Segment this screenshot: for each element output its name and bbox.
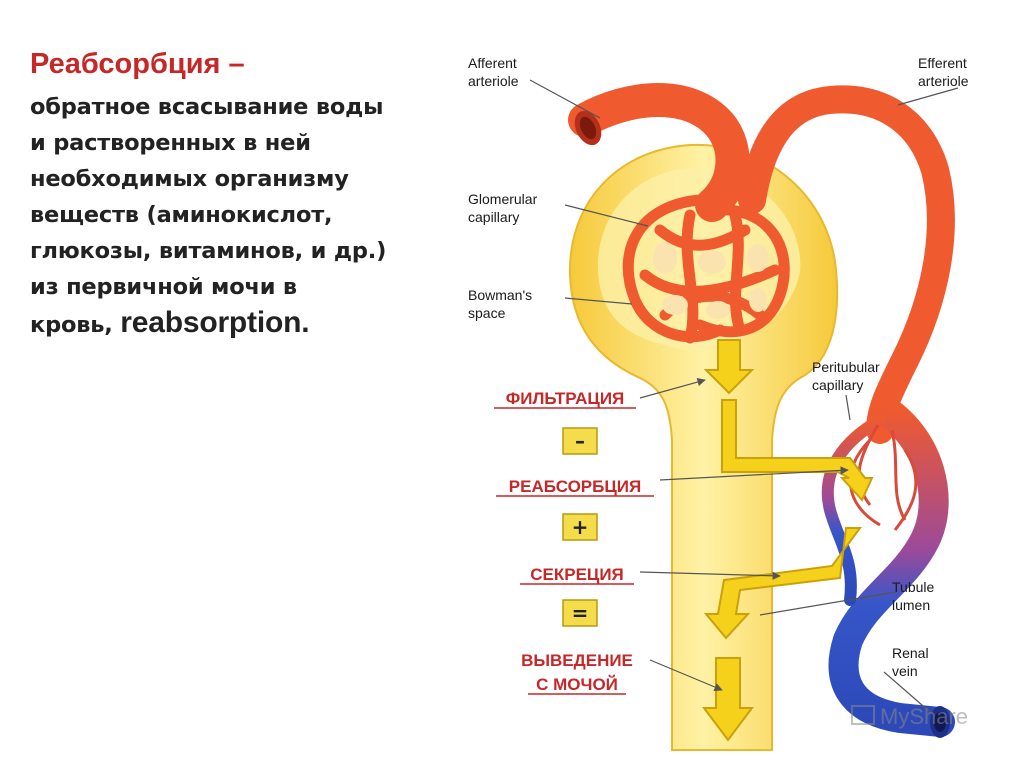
definition-line: глюкозы, витаминов, и др.)	[30, 238, 387, 264]
step-secretion: СЕКРЕЦИЯ	[530, 565, 624, 584]
op-equals: =	[571, 601, 589, 625]
definition-line: необходимых организму	[30, 166, 349, 192]
process-steps	[494, 389, 654, 694]
label-bowman: space	[468, 305, 506, 321]
watermark-text: MyShare	[880, 704, 969, 729]
definition-line: из первичной мочи в	[30, 274, 297, 300]
definition-line: веществ (аминокислот,	[30, 202, 333, 228]
definition-line-prefix: кровь,	[30, 312, 121, 338]
step-filtration: ФИЛЬТРАЦИЯ	[505, 389, 625, 408]
label-tubule: Tubule	[892, 579, 935, 595]
definition-line: и растворенных в ней	[30, 130, 311, 156]
step-excretion: С МОЧОЙ	[536, 675, 618, 694]
label-peritubular: capillary	[812, 377, 864, 393]
op-minus: –	[575, 429, 585, 453]
label-glomerular: capillary	[468, 209, 520, 225]
definition-line: обратное всасывание воды	[30, 94, 384, 120]
label-renal: Renal	[892, 645, 929, 661]
label-peritubular: Peritubular	[812, 359, 880, 375]
step-reabsorption: РЕАБСОРБЦИЯ	[508, 477, 642, 496]
label-renal: vein	[892, 663, 918, 679]
step-excretion: ВЫВЕДЕНИЕ	[521, 651, 633, 670]
label-efferent: arteriole	[918, 73, 969, 89]
label-glomerular: Glomerular	[468, 191, 538, 207]
label-afferent: Afferent	[468, 55, 517, 71]
op-plus: +	[571, 515, 589, 539]
english-term: reabsorption.	[120, 306, 310, 339]
page-title: Реабсорбция –	[30, 48, 245, 80]
label-tubule: lumen	[892, 597, 931, 613]
label-efferent: Efferent	[918, 55, 967, 71]
label-afferent: arteriole	[468, 73, 519, 89]
label-bowman: Bowman's	[468, 287, 533, 303]
